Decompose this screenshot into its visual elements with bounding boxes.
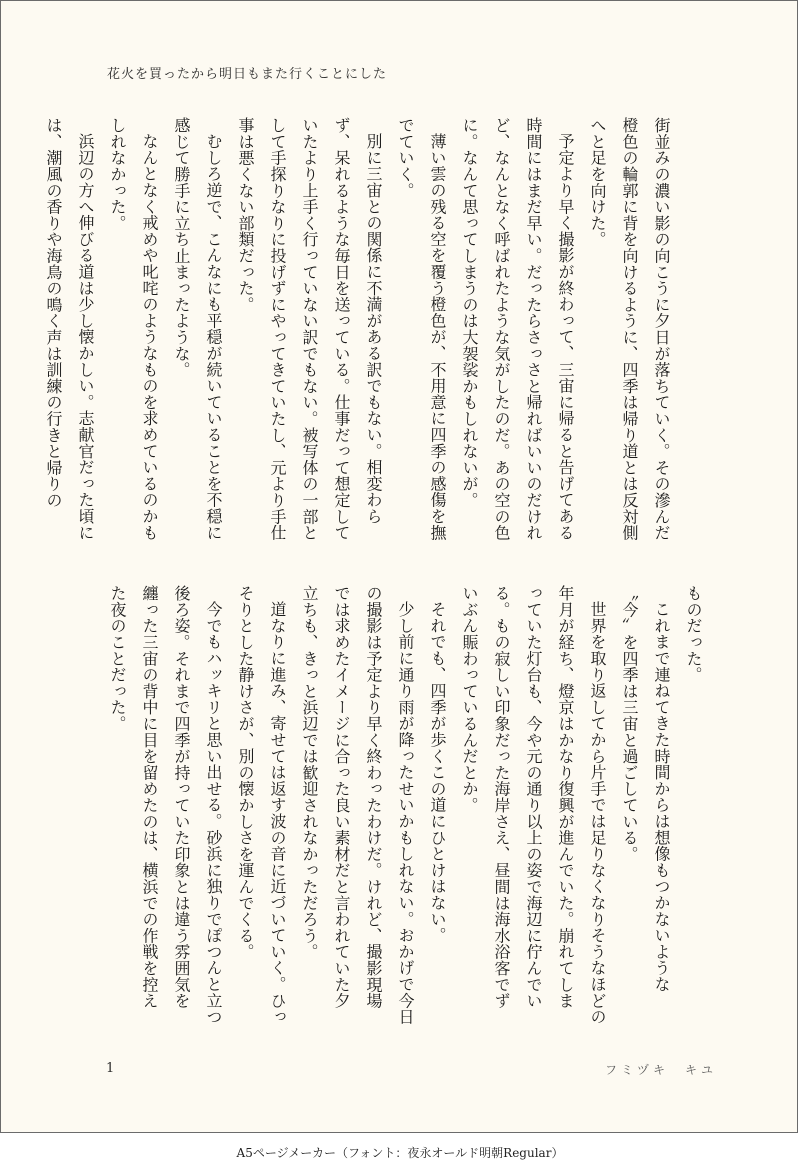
paragraph: これまで連ねてきた時間からは想像もつかないような〝今〟を四季は三宙と過ごしている。 — [620, 585, 671, 993]
text-block-upper — [44, 117, 677, 555]
text-block-lower — [103, 585, 709, 1025]
author-name: フミヅキ キユ — [605, 1063, 718, 1077]
paragraph: 予定より早く撮影が終わって、三宙に帰ると告げてある時間にはまだ早い。だったらさっさと帰ればいいのだけれど、なんとなく呼ばれたような気がしたのだ。あの空の色に。なんて思ってしまうのは大袈裟かもしれないが。 — [460, 117, 575, 541]
paragraph: むしろ逆で、こんなにも平穏が続いていることを不穏に感じて勝手に立ち止まったような。 — [172, 117, 223, 541]
paragraph: それでも、四季が歩くこの道にひとけはない。 — [428, 601, 447, 944]
paragraph: 世界を取り返してから片手では足りなくなりそうなほどの年月が経ち、燈京はかなり復興が進んでいた。崩れてしまっていた灯台も、今や元の通り以上の姿で海辺に佇んでいる。もの寂しい印象だった海岸さえ、昼間は海水浴客でずいぶん賑わっているんだとか。 — [460, 585, 607, 1025]
paragraph: 道なりに進み、寄せては返す波の音に近づいていく。ひっそりとした静けさが、別の懐かしさを運んでくる。 — [236, 585, 287, 1025]
paragraph: 浜辺の方へ伸びる道は少し懐かしい。志献官だった頃には、潮風の香りや海鳥の鳴く声は訓練の行きと帰りの — [44, 117, 95, 541]
paragraph: 街並みの濃い影の向こうに夕日が落ちていく。その滲んだ橙色の輪郭に背を向けるように、四季は帰り道とは反対側へと足を向けた。 — [588, 117, 671, 541]
generator-credit: A5ページメーカー（フォント：夜永オールド明朝Regular） — [236, 1146, 564, 1160]
paragraph: なんとなく戒めや叱咤のようなものを求めているのかもしれなかった。 — [108, 117, 159, 541]
paragraph: 薄い雲の残る空を覆う橙色が、不用意に四季の感傷を撫でていく。 — [396, 117, 447, 541]
page-number: 1 — [106, 1061, 115, 1076]
paragraph: 別に三宙との関係に不満がある訳でもない。相変わらず、呆れるような毎日を送っている。仕事だって想定していたより上手く行っていない訳でもない。被写体の一部として手探りなりに投げずにやってきていたし、元より手仕事は悪くない部類だった。 — [236, 117, 383, 541]
running-header-title: 花火を買ったから明日もまた行くことにした — [107, 67, 388, 82]
paragraph: ものだった。 — [684, 585, 703, 683]
paragraph: 少し前に通り雨が降ったせいかもしれない。おかげで今日の撮影は予定より早く終わったわけだ。けれど、撮影現場では求めたイメージに合った良い素材だと言われていた夕立ちも、きっと浜辺では歓迎されなかっただろう。 — [300, 585, 415, 1025]
paragraph: 今でもハッキリと思い出せる。砂浜に独りでぽつんと立つ後ろ姿。それまで四季が持っていた印象とは違う雰囲気を纏った三宙の背中に目を留めたのは、横浜での作戦を控えた夜のことだった。 — [108, 585, 223, 1025]
